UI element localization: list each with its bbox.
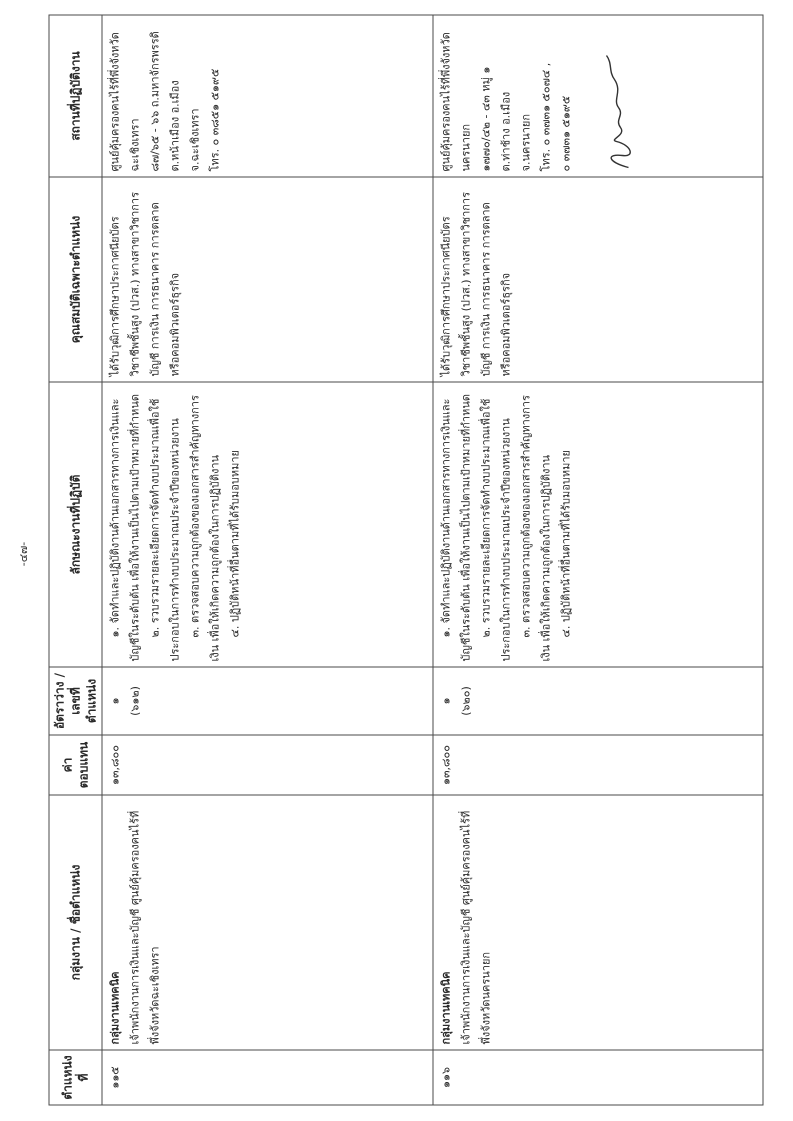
- vacancy-count: ๑: [108, 697, 122, 704]
- duty-item: ๓. ตรวจสอบความถูกต้องของเอกสารสำคัญทางการเงิน เพื่อให้เกิดความถูกต้องในการปฏิบัติงาน: [188, 394, 222, 661]
- header-workplace: สถานที่ปฏิบัติงาน: [49, 15, 102, 177]
- workplace-line: ต.หน้าเมือง อ.เมือง จ.ฉะเชิงเทรา: [168, 79, 202, 171]
- signature-mark: [598, 20, 645, 171]
- duty-item: ๓. ตรวจสอบความถูกต้องของเอกสารสำคัญทางการเงิน เพื่อให้เกิดความถูกต้องในการปฏิบัติงาน: [519, 394, 552, 661]
- workplace-line: ๘๗/๖๕ - ๖๖ ถ.มหาจักรพรรดิ: [148, 30, 162, 171]
- header-group-title: กลุ่มงาน / ชื่อตำแหน่ง: [49, 795, 102, 1050]
- workplace-line: ศูนย์คุ้มครองคนไร้ที่พึ่งจังหวัดนครนายก: [439, 31, 472, 171]
- header-pay: ค่าตอบแทน: [49, 735, 102, 795]
- position-table: [49, 14, 764, 1105]
- group-title-cell: [102, 795, 433, 1050]
- duties-cell: [102, 382, 433, 667]
- header-position-no: ตำแหน่งที่: [49, 1050, 102, 1105]
- duty-item: ๑. จัดทำและปฏิบัติงานด้านเอกสารทางการเงินและบัญชีในระดับต้น เพื่อให้งานเป็นไปตามเป้าหมายที่กำหนด: [108, 393, 142, 661]
- workplace-cell: [102, 15, 433, 177]
- table-row: [102, 15, 433, 1105]
- header-vacancy: อัตราว่าง / เลขที่ตำแหน่ง: [49, 667, 102, 735]
- pay: ๑๓,๘๐๐: [433, 735, 764, 795]
- qualification: ได้รับวุฒิการศึกษาประกาศนียบัตรวิชาชีพชั้นสูง (ปวส.) ทางสาขาวิชาการบัญชี การเงิน การธนาคาร การตลาด หรือคอมพิวเตอร์ธุรกิจ: [102, 177, 433, 382]
- position-no: ๑๑๕: [102, 1050, 433, 1105]
- vacancy-cell: [433, 667, 764, 735]
- page-number: -๔๗-: [17, 541, 30, 567]
- workplace-line: ๑๗๗๐/๔๒ - ๔๓ หมู่ ๑ ต.ท่าช้าง อ.เมือง: [479, 66, 512, 171]
- duty-item: ๔. ปฏิบัติหน้าที่อื่นตามที่ได้รับมอบหมาย: [559, 449, 572, 637]
- workplace-line: โทร. ๐ ๓๘๕๑ ๕๑๙๕: [208, 68, 222, 171]
- position-table-sheet: [49, 15, 764, 1105]
- vacancy-count: ๑: [439, 697, 452, 704]
- position-no: ๑๑๖: [433, 1050, 764, 1105]
- position-title: เจ้าพนักงานการเงินและบัญชี ศูนย์คุ้มครองคนไร้ที่พึ่งจังหวัดฉะเชิงเทรา: [128, 810, 162, 1044]
- table-row: [433, 15, 764, 1105]
- table-header-row: [49, 15, 102, 1105]
- group-title-cell: [433, 795, 764, 1050]
- workplace-line: โทร. ๐ ๓๗๓๑ ๕๐๗๔ ,: [539, 62, 552, 171]
- signature-icon: [598, 51, 638, 171]
- workplace-line: ศูนย์คุ้มครองคนไร้ที่พึ่งจังหวัดฉะเชิงเทรา: [108, 31, 142, 171]
- header-qualification: คุณสมบัติเฉพาะตำแหน่ง: [49, 177, 102, 382]
- group-name: กลุ่มงานเทคนิค: [439, 971, 452, 1044]
- position-title: เจ้าพนักงานการเงินและบัญชี ศูนย์คุ้มครองคนไร้ที่พึ่งจังหวัดนครนายก: [459, 810, 492, 1044]
- vacancy-cell: [102, 667, 433, 735]
- duty-item: ๑. จัดทำและปฏิบัติงานด้านเอกสารทางการเงินและบัญชีในระดับต้น เพื่อให้งานเป็นไปตามเป้าหมายที่กำหนด: [439, 393, 472, 661]
- qualification: ได้รับวุฒิการศึกษาประกาศนียบัตรวิชาชีพชั้นสูง (ปวส.) ทางสาขาวิชาการบัญชี การเงิน การธนาคาร การตลาด หรือคอมพิวเตอร์ธุรกิจ: [433, 177, 764, 382]
- pay: ๑๓,๘๐๐: [102, 735, 433, 795]
- group-name: กลุ่มงานเทคนิค: [108, 971, 122, 1044]
- duty-item: ๔. ปฏิบัติหน้าที่อื่นตามที่ได้รับมอบหมาย: [228, 449, 242, 637]
- position-id: (๖๒๐): [459, 685, 472, 716]
- workplace-line: ๐ ๓๗๓๑ ๕๑๙๕: [559, 95, 572, 171]
- position-id: (๖๑๒): [128, 685, 142, 716]
- workplace-cell: [433, 15, 764, 177]
- workplace-line: จ.นครนายก: [519, 113, 532, 171]
- duty-item: ๒. รวบรวมรายละเอียดการจัดทำงบประมาณเพื่อใช้ประกอบในการทำงบประมาณประจำปีของหน่วยงาน: [148, 398, 182, 661]
- duty-item: ๒. รวบรวมรายละเอียดการจัดทำงบประมาณเพื่อใช้ประกอบในการทำงบประมาณประจำปีของหน่วยงาน: [479, 398, 512, 661]
- duties-cell: [433, 382, 764, 667]
- header-duties: ลักษณะงานที่ปฏิบัติ: [49, 382, 102, 667]
